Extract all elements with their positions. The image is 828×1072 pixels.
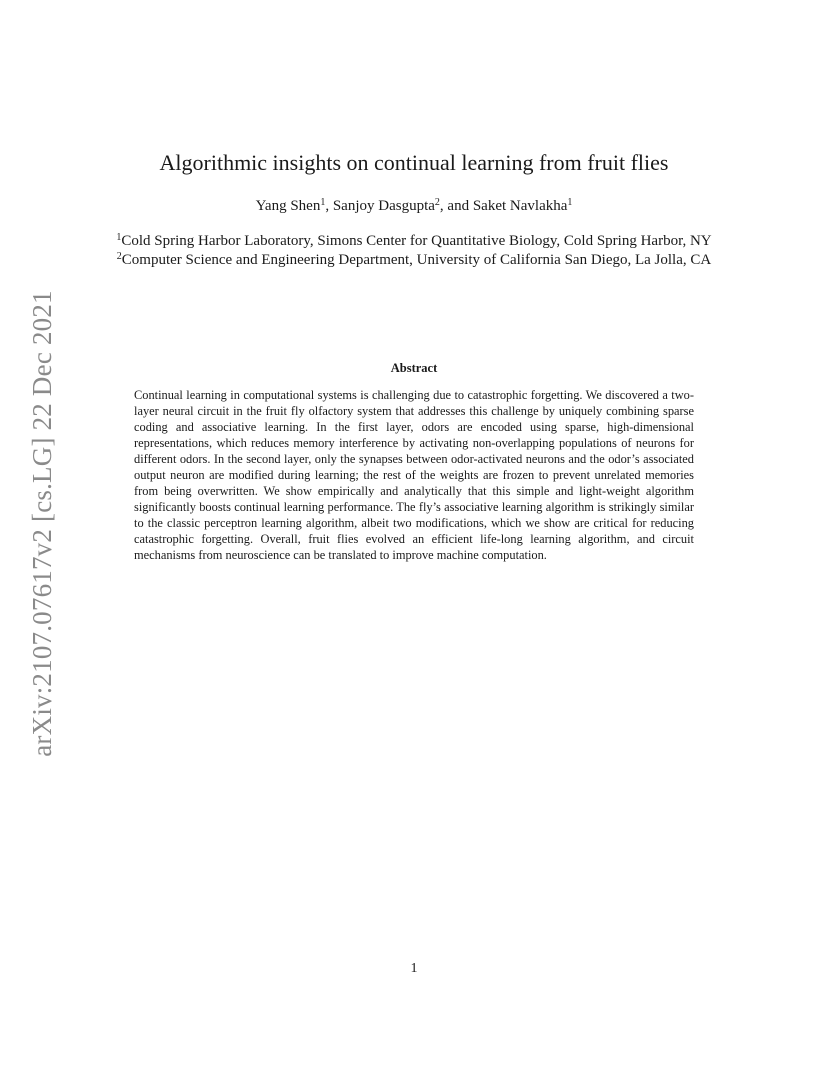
affiliation-mark: 2 [116, 251, 122, 262]
author-name: Saket Navlakha [472, 198, 568, 214]
affiliation-list [105, 232, 723, 270]
author [333, 198, 440, 214]
affiliation-mark: 1 [567, 197, 573, 208]
author-separator: , [325, 198, 333, 214]
abstract-heading: Abstract [390, 361, 438, 375]
paper-title: Algorithmic insights on continual learning from fruit flies [159, 150, 669, 175]
author-name: Yang Shen [255, 198, 321, 214]
author-separator: , and [439, 198, 473, 214]
author-list [0, 198, 828, 215]
affiliation-mark: 1 [116, 232, 122, 243]
author [256, 198, 326, 214]
arxiv-identifier-text: arXiv:2107.07617v2 [cs.LG] 22 Dec 2021 [26, 289, 57, 757]
arxiv-identifier-stamp [22, 286, 62, 760]
affiliation-text: Computer Science and Engineering Department, University of California San Diego, La Jolla, CA [121, 252, 712, 268]
affiliation [105, 232, 723, 251]
affiliation [105, 251, 723, 270]
affiliation-mark: 1 [320, 197, 326, 208]
page-number: 1 [410, 961, 418, 976]
affiliation-text: Cold Spring Harbor Laboratory, Simons Center for Quantitative Biology, Cold Spring Harbor, NY [121, 233, 712, 249]
abstract-body: Continual learning in computational systems is challenging due to catastrophic forgetting. We discovered a two-layer neural circuit in the fruit fly olfactory system that addresses this challenge by uniquely combining sparse coding and associative learning. In the first layer, odors are encoded using sparse, high-dimensional representations, which reduces memory interference by activating non-overlapping populations of neurons for different odors. In the second layer, only the synapses between odor-activated neurons and the odor’s associated output neuron are modified during learning; the rest of the weights are frozen to prevent unrelated memories from being overwritten. We show empirically and analytically that this simple and light-weight algorithm significantly boosts continual learning performance. The fly’s associative learning algorithm is strikingly similar to the classic perceptron learning algorithm, albeit two modifications, which we show are critical for reducing catastrophic forgetting. Overall, fruit flies evolved an efficient life-long learning algorithm, and circuit mechanisms from neuroscience can be translated to improve machine computation. [134, 388, 694, 562]
author [473, 198, 573, 214]
affiliation-mark: 2 [434, 197, 440, 208]
author-name: Sanjoy Dasgupta [332, 198, 435, 214]
